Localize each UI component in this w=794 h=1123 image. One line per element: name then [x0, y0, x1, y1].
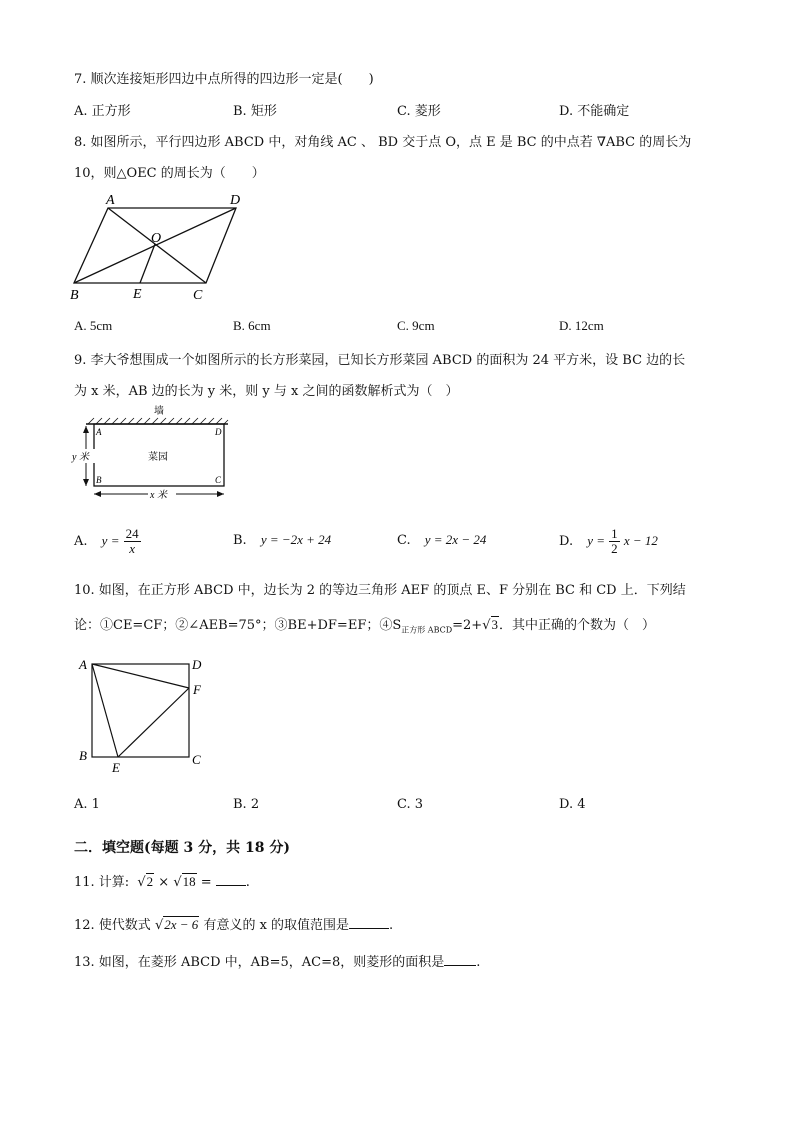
q13-end: . [476, 955, 481, 970]
garden-label-a: A [96, 427, 102, 437]
sq-label-b: B [79, 748, 87, 763]
garden-label-c: C [215, 475, 222, 485]
garden-label-d: D [215, 427, 222, 437]
q10-stem-line2 [74, 614, 655, 636]
parallelogram-figure [64, 190, 254, 305]
q9-option-c [397, 532, 486, 548]
q8-stem-line1: 8. 如图所示，平行四边形 ABCD 中，对角线 AC 、 BD 交于点 O，点 E 是 BC 的中点若 ∇ABC 的周长为 [74, 135, 692, 150]
q9-stem-line1: 9. 李大爷想围成一个如图所示的长方形菜园，已知长方形菜园 ABCD 的面积为 24 平方米，设 BC 边的长 [74, 353, 686, 368]
q10-stem2-sub: 正方形 ABCD [401, 625, 453, 635]
q11-line [74, 871, 250, 890]
q13-line [74, 951, 480, 970]
q9-a-y: y = [101, 533, 120, 548]
label-b: B [70, 288, 79, 303]
q11-eq: = [200, 875, 212, 890]
q7-option-a: A. 正方形 [74, 104, 131, 119]
sqrt-icon: √ [137, 875, 146, 890]
sq-label-f: F [193, 682, 201, 697]
q9-d-rest: x − 12 [623, 533, 658, 548]
q11-end: . [245, 875, 250, 890]
sqrt-icon: √ [173, 875, 182, 890]
q9-a-den: x [129, 541, 135, 556]
q7-option-d: D. 不能确定 [559, 104, 630, 119]
q10-option-c: C. 3 [397, 797, 424, 812]
q10-stem2-a: 论：①CE=CF；②∠AEB=75°；③BE+DF=EF；④S [74, 618, 402, 633]
q12-mid: 有意义的 x 的取值范围是 [203, 918, 350, 933]
q9-d-prefix: D. [559, 534, 574, 549]
q8-option-d: D. 12cm [559, 318, 604, 333]
label-c: C [193, 288, 203, 303]
q11-times: × [158, 875, 170, 890]
garden-label-b: B [96, 475, 102, 485]
q11-answer-blank[interactable] [216, 873, 246, 886]
q8-stem-line2: 10，则△OEC 的周长为（ ） [74, 166, 265, 181]
q12-rad: 2x − 6 [164, 917, 199, 932]
q9-option-a [74, 521, 141, 561]
q10-option-b: B. 2 [233, 797, 260, 812]
q9-a-prefix: A. [74, 534, 88, 549]
q11-r1: 2 [146, 874, 154, 889]
sq-label-e: E [112, 760, 120, 775]
q10-option-a: A. 1 [74, 797, 100, 812]
q10-stem2-c: ．其中正确的个数为（ ） [499, 618, 656, 633]
q10-stem2-rad: 3 [491, 617, 498, 632]
q12-line [74, 914, 393, 933]
label-a: A [106, 193, 115, 208]
q9-d-fraction [609, 527, 620, 556]
q13-text: 13. 如图，在菱形 ABCD 中，AB=5，AC=8，则菱形的面积是 [74, 955, 445, 970]
section-fill-in-title: 二．填空题(每题 3 分，共 18 分) [74, 840, 290, 856]
q12-prefix: 12. 使代数式 [74, 918, 151, 933]
q9-stem-line2: 为 x 米，AB 边的长为 y 米，则 y 与 x 之间的函数解析式为（ ） [74, 384, 459, 399]
q12-end: . [389, 918, 394, 933]
q9-d-num: 1 [611, 526, 618, 541]
q10-stem2-b: =2+ [452, 618, 483, 633]
sqrt-icon: √ [482, 618, 491, 633]
q8-option-c: C. 9cm [397, 318, 435, 333]
q7-option-b: B. 矩形 [233, 104, 277, 119]
q12-answer-blank[interactable] [349, 916, 389, 929]
q9-option-d [559, 521, 658, 561]
q7-option-c: C. 菱形 [397, 104, 441, 119]
sq-label-a: A [79, 657, 87, 672]
q9-a-num: 24 [125, 526, 139, 541]
label-e: E [133, 287, 142, 302]
y-dimension-label: y 米 [72, 452, 89, 463]
garden-center-label: 菜园 [148, 452, 168, 463]
sq-label-d: D [192, 657, 202, 672]
sq-label-c: C [192, 752, 201, 767]
q9-b-prefix: B. [233, 533, 247, 548]
q8-option-a: A. 5cm [74, 318, 113, 333]
sqrt-icon: √ [154, 918, 164, 933]
q9-option-b [233, 532, 331, 548]
q10-option-d: D. 4 [559, 797, 586, 812]
q9-b-expr: y = −2x + 24 [260, 532, 332, 547]
square-figure [76, 654, 216, 778]
label-d: D [230, 193, 241, 208]
q7-stem: 7. 顺次连接矩形四边中点所得的四边形一定是( ) [74, 72, 374, 87]
q8-option-b: B. 6cm [233, 318, 271, 333]
wall-label: 墙 [154, 406, 164, 417]
garden-figure [66, 402, 236, 504]
q9-c-expr: y = 2x − 24 [424, 532, 487, 547]
q9-d-y: y = [587, 533, 606, 548]
label-o: O [151, 231, 162, 246]
q11-r2: 18 [182, 874, 196, 889]
q11-prefix: 11. 计算: [74, 875, 130, 890]
q9-a-fraction [124, 527, 141, 556]
q13-answer-blank[interactable] [444, 953, 476, 966]
q9-d-den: 2 [611, 541, 618, 556]
q9-c-prefix: C. [397, 533, 411, 548]
x-dimension-label: x 米 [150, 490, 167, 501]
q10-stem-line1: 10. 如图，在正方形 ABCD 中，边长为 2 的等边三角形 AEF 的顶点 E、F 分别在 BC 和 CD 上．下列结 [74, 583, 686, 598]
